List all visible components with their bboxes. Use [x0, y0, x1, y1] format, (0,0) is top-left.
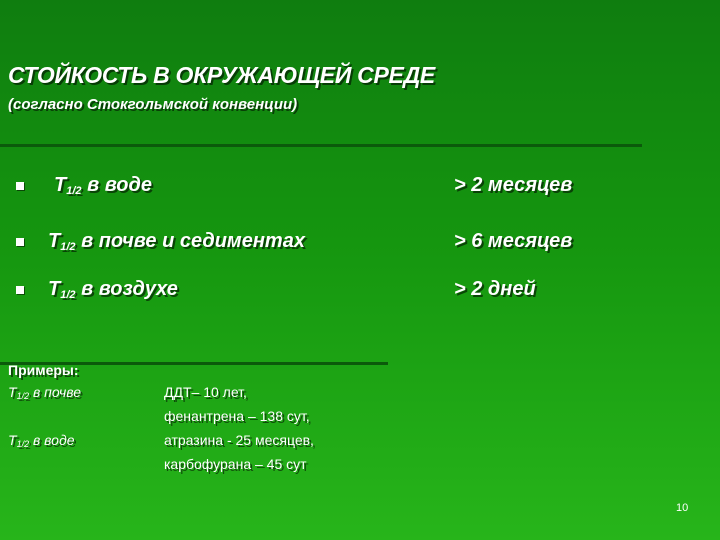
- bullet-medium: [48, 230, 305, 253]
- example-label: [8, 384, 81, 401]
- bullet-medium-text: в воздухе: [75, 278, 178, 300]
- bullet-medium-text: в почве и седиментах: [75, 230, 305, 252]
- bullet-medium-text: в воде: [81, 174, 152, 196]
- example-row: [8, 408, 408, 430]
- bullet-item-air: [14, 278, 634, 306]
- page-number: 10: [676, 502, 689, 514]
- half-life-subscript: 1/2: [60, 289, 76, 301]
- half-life-symbol: T: [48, 278, 61, 300]
- half-life-subscript: 1/2: [16, 391, 30, 401]
- example-label-text: в воде: [29, 432, 75, 448]
- half-life-symbol: T: [8, 384, 17, 400]
- bullet-value: > 2 дней: [454, 278, 536, 300]
- bullet-value: > 6 месяцев: [454, 230, 573, 252]
- slide-title: СТОЙКОСТЬ В ОКРУЖАЮЩЕЙ СРЕДЕ: [8, 62, 435, 88]
- example-row: [8, 456, 408, 478]
- slide-subtitle: (согласно Стокгольмской конвенции): [8, 96, 298, 113]
- half-life-symbol: T: [54, 174, 67, 196]
- divider-top: [0, 144, 642, 147]
- example-value: атразина - 25 месяцев,: [164, 432, 314, 448]
- example-value: фенантрена – 138 сут,: [164, 408, 310, 424]
- half-life-symbol: T: [48, 230, 61, 252]
- bullet-value: > 2 месяцев: [454, 174, 573, 196]
- bullet-medium: [48, 278, 178, 301]
- half-life-subscript: 1/2: [66, 185, 82, 197]
- bullet-item-soil: [14, 230, 634, 258]
- examples-heading: Примеры:: [8, 362, 79, 378]
- half-life-symbol: T: [8, 432, 17, 448]
- example-row: [8, 432, 408, 454]
- bullet-medium: [54, 174, 152, 197]
- bullet-item-water: [14, 174, 634, 202]
- example-label-text: в почве: [29, 384, 82, 400]
- bullet-square-icon: [16, 182, 24, 190]
- example-row: [8, 384, 408, 406]
- example-label: [8, 432, 74, 449]
- bullet-square-icon: [16, 286, 24, 294]
- example-value: ДДТ– 10 лет,: [164, 384, 247, 400]
- half-life-subscript: 1/2: [16, 439, 30, 449]
- half-life-subscript: 1/2: [60, 241, 76, 253]
- bullet-square-icon: [16, 238, 24, 246]
- example-value: карбофурана – 45 сут: [164, 456, 307, 472]
